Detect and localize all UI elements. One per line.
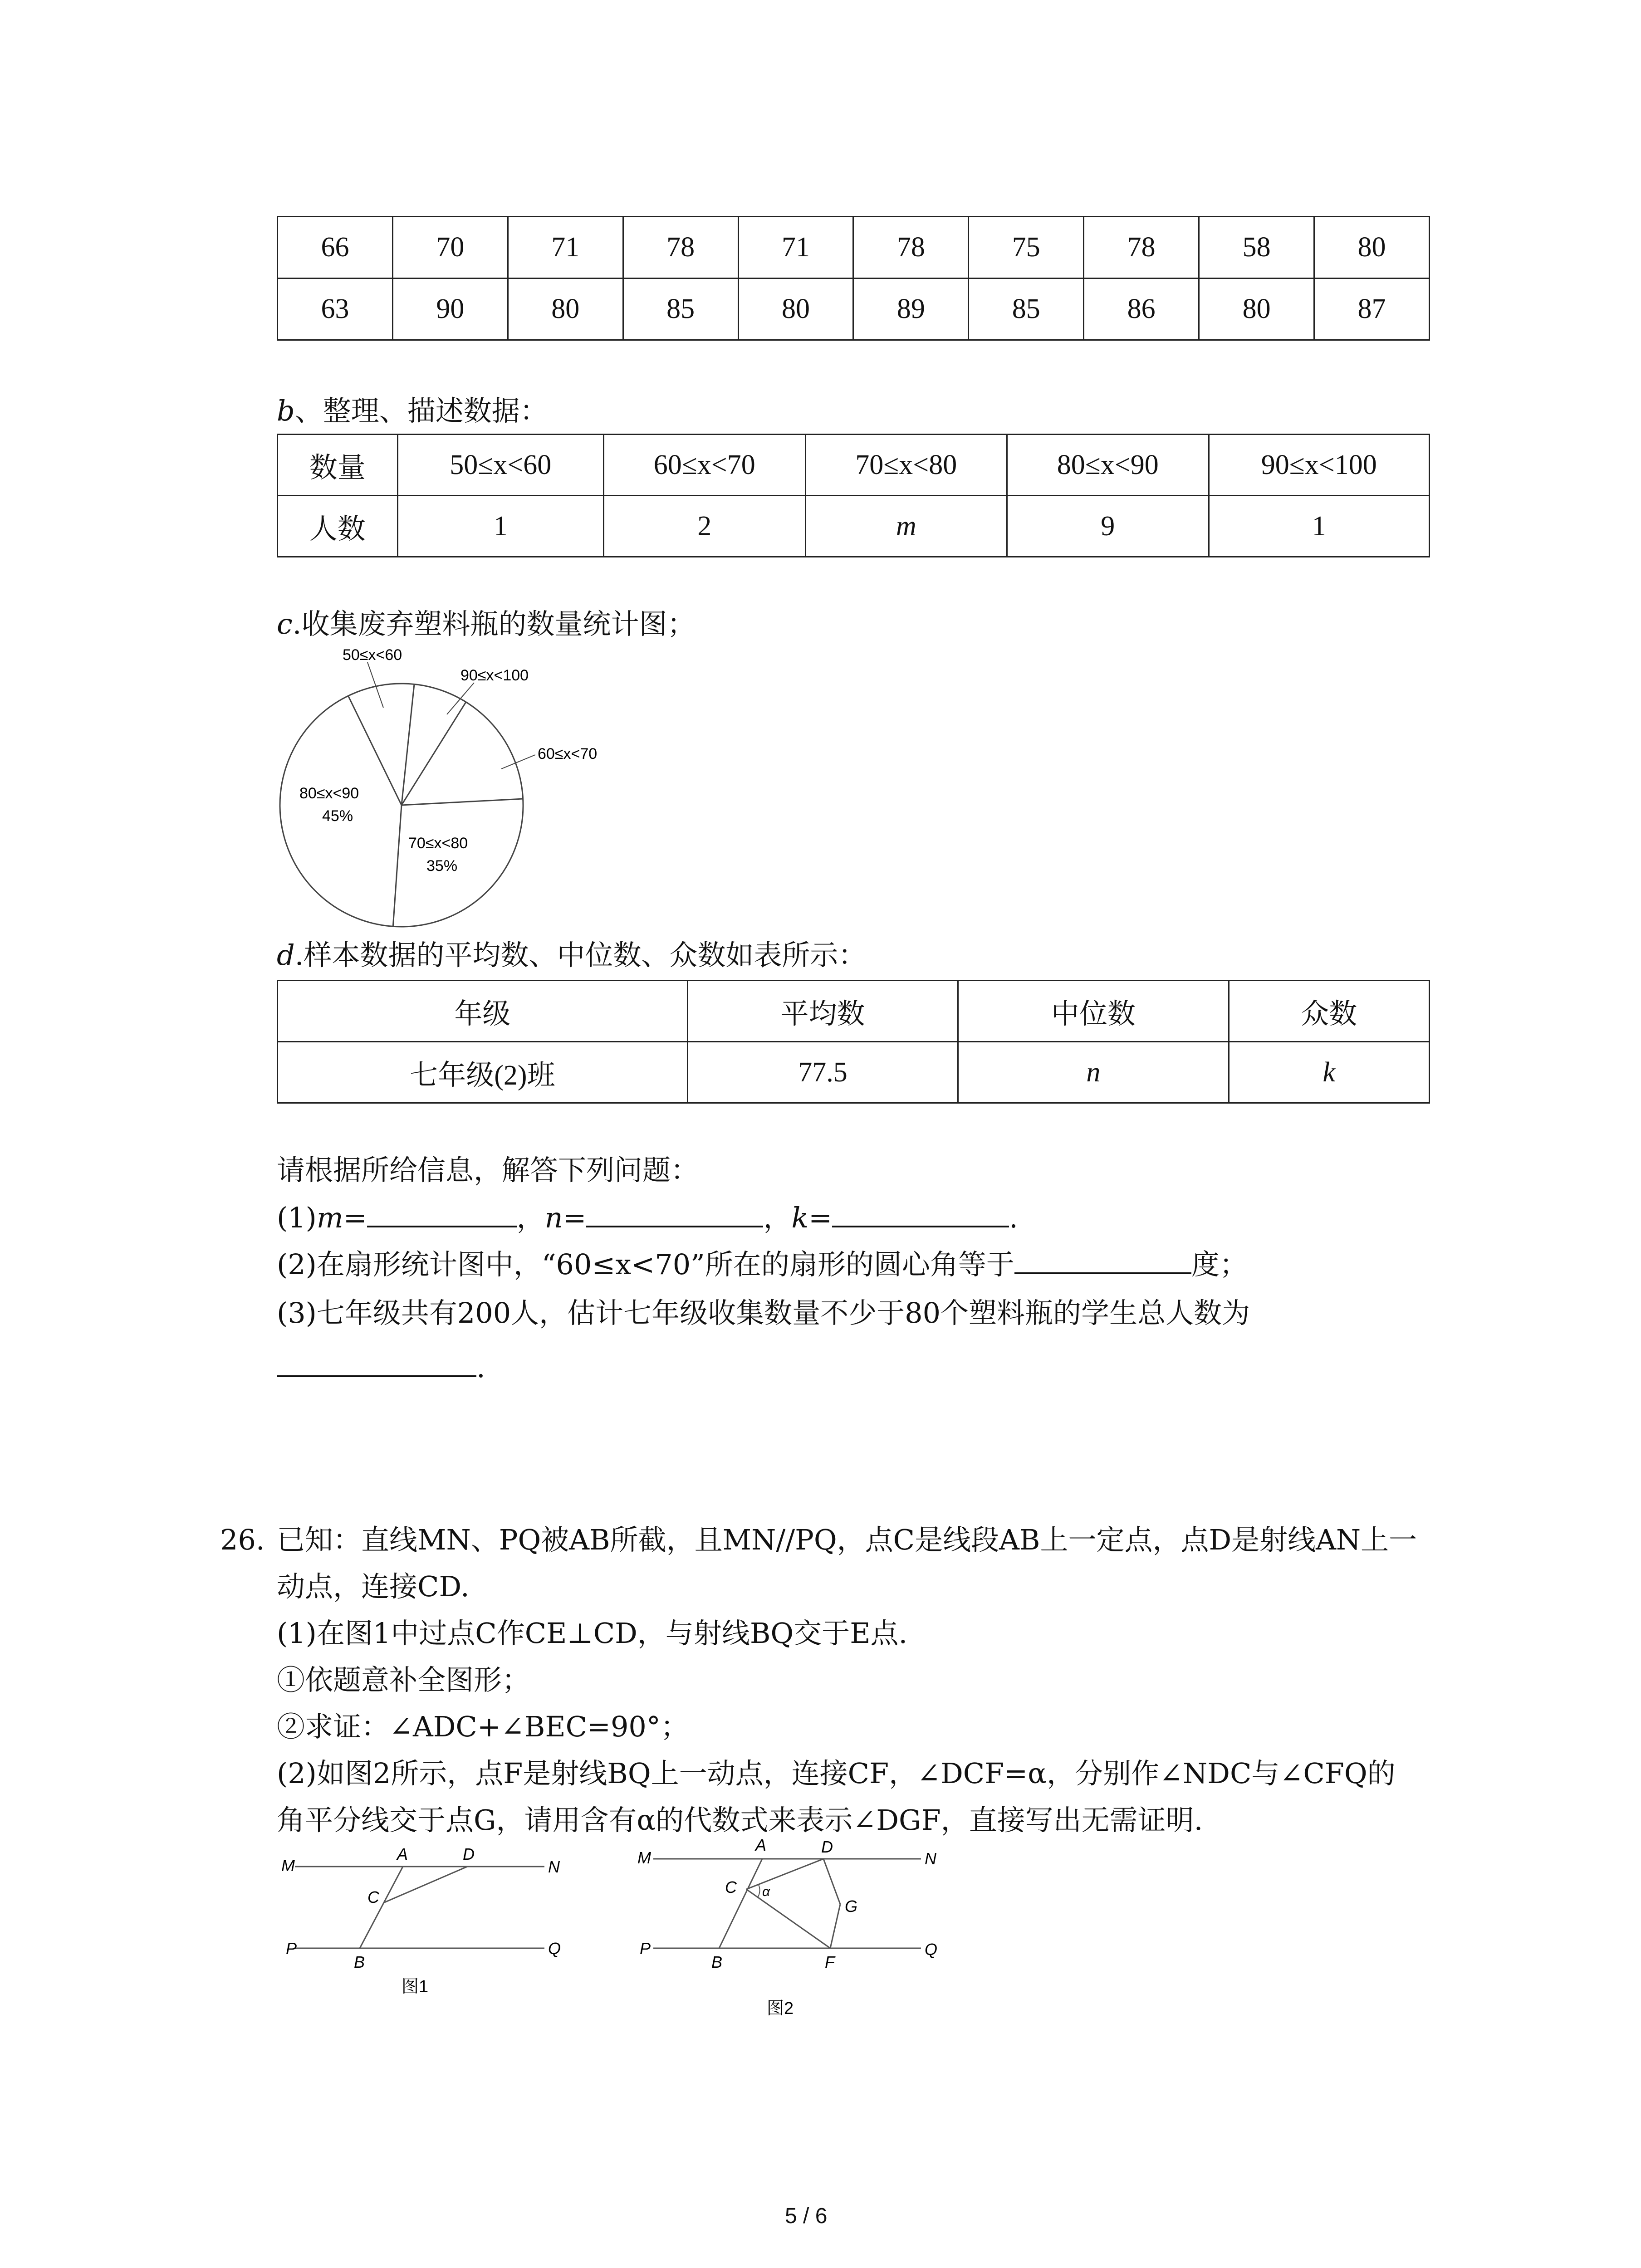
point-label-f: F <box>825 1953 835 1971</box>
angle-label-alpha: α <box>762 1884 770 1899</box>
figure-caption: 图2 <box>767 1999 794 2018</box>
point-label-a: A <box>755 1836 767 1854</box>
table-cell: 78 <box>623 217 738 279</box>
table-cell: 80 <box>738 279 853 340</box>
table-cell: 80 <box>508 279 623 340</box>
segment-gf <box>830 1904 840 1948</box>
pie-label-60-70: 60≤x<70 <box>538 745 598 763</box>
table-cell: 75 <box>969 217 1084 279</box>
point-label-q: Q <box>548 1939 561 1958</box>
figure-2 <box>635 1833 962 2041</box>
table-cell: 86 <box>1084 279 1199 340</box>
segment-ab <box>360 1867 403 1948</box>
table-cell: 2 <box>604 496 806 557</box>
figure-1 <box>277 1842 603 2032</box>
point-label-m: M <box>637 1848 651 1867</box>
pie-slice-boundary <box>402 799 523 805</box>
point-label-g: G <box>845 1897 858 1916</box>
variable-k: k= <box>791 1201 833 1234</box>
problem-number: 26. <box>220 1523 265 1556</box>
pie-label-80-90: 80≤x<90 <box>299 785 359 802</box>
segment-dg <box>823 1859 840 1904</box>
table-header-cell: 平均数 <box>687 981 958 1042</box>
problem-line: (2)如图2所示，点F是射线BQ上一动点，连接CF，∠DCF=α，分别作∠NDC与∠CFQ的 <box>277 1757 1396 1790</box>
table-header-cell: 70≤x<80 <box>805 435 1007 496</box>
table-cell: 人数 <box>278 496 398 557</box>
separator: ， <box>516 1201 545 1234</box>
pie-label-90-100: 90≤x<100 <box>460 667 529 684</box>
table-header-cell: 众数 <box>1229 981 1430 1042</box>
table-cell: 9 <box>1007 496 1209 557</box>
problem-line: (1)在图1中过点C作CE⊥CD，与射线BQ交于E点. <box>277 1617 908 1650</box>
table-cell: 77.5 <box>687 1042 958 1103</box>
answer-blank-n[interactable] <box>586 1200 763 1227</box>
answer-blank-m[interactable] <box>367 1200 517 1227</box>
question-1 <box>277 1200 1018 1237</box>
pie-leader-line <box>501 755 535 769</box>
section-b-label <box>277 393 548 430</box>
section-d-label <box>277 937 866 974</box>
table-cell: 80 <box>1314 217 1430 279</box>
table-cell: 66 <box>278 217 393 279</box>
table-cell: 80 <box>1199 279 1314 340</box>
question-end: 度； <box>1191 1248 1248 1281</box>
variable-n: n= <box>544 1201 587 1234</box>
table-cell: 71 <box>508 217 623 279</box>
section-c-label <box>277 606 695 643</box>
data-table-a <box>277 216 1430 341</box>
table-cell: 90 <box>392 279 508 340</box>
problem-line: ①依题意补全图形； <box>277 1663 530 1696</box>
table-cell: n <box>958 1042 1229 1103</box>
question-text: (2)在扇形统计图中，“60≤x<70”所在的扇形的圆心角等于 <box>277 1248 1014 1281</box>
segment-cf <box>746 1889 830 1948</box>
table-cell: 七年级(2)班 <box>278 1042 688 1103</box>
table-cell: m <box>805 496 1007 557</box>
section-text: 、整理、描述数据： <box>294 394 548 427</box>
statistics-table <box>277 980 1430 1104</box>
point-label-d: D <box>821 1838 833 1856</box>
point-label-b: B <box>711 1953 723 1971</box>
question-end: . <box>1009 1201 1018 1234</box>
table-cell: 89 <box>853 279 969 340</box>
pie-slice-lines <box>348 684 523 927</box>
table-header-cell: 中位数 <box>958 981 1229 1042</box>
table-cell: 63 <box>278 279 393 340</box>
problem-line: ②求证：∠ADC+∠BEC=90°； <box>277 1710 689 1743</box>
table-header-cell: 90≤x<100 <box>1209 435 1430 496</box>
frequency-table <box>277 434 1430 557</box>
variable-m: m= <box>316 1201 367 1234</box>
section-text: .样本数据的平均数、中位数、众数如表所示： <box>294 938 867 972</box>
separator: ， <box>763 1201 792 1234</box>
table-header-cell: 80≤x<90 <box>1007 435 1209 496</box>
table-cell: 87 <box>1314 279 1430 340</box>
table-header-cell: 50≤x<60 <box>397 435 603 496</box>
answer-blank-k[interactable] <box>832 1200 1009 1227</box>
table-cell: 1 <box>397 496 603 557</box>
point-label-p: P <box>286 1939 297 1958</box>
section-text: .收集废弃塑料瓶的数量统计图； <box>292 607 696 640</box>
angle-arc <box>758 1885 760 1897</box>
point-label-p: P <box>640 1939 651 1958</box>
figure-caption: 图1 <box>402 1977 429 1996</box>
answer-blank-angle[interactable] <box>1014 1247 1191 1274</box>
pie-label-70-80: 70≤x<80 <box>408 835 468 852</box>
answer-blank-count[interactable] <box>277 1350 476 1377</box>
point-label-b: B <box>354 1953 365 1971</box>
section-letter: c <box>277 607 293 640</box>
table-header-cell: 年级 <box>278 981 688 1042</box>
problem-line: 角平分线交于点G，请用含有α的代数式来表示∠DGF，直接写出无需证明. <box>277 1804 1203 1837</box>
page-number: 5 / 6 <box>785 2204 828 2228</box>
section-letter: b <box>277 394 295 427</box>
question-3-answer <box>277 1349 485 1386</box>
point-label-d: D <box>463 1845 475 1863</box>
table-header-cell: 60≤x<70 <box>604 435 806 496</box>
point-label-m: M <box>281 1856 295 1875</box>
table-cell: 70 <box>392 217 508 279</box>
problem-line: 动点，连接CD. <box>277 1570 470 1603</box>
section-letter: d <box>277 938 295 972</box>
point-label-c: C <box>725 1878 737 1897</box>
table-cell: k <box>1229 1042 1430 1103</box>
point-label-n: N <box>925 1849 936 1868</box>
pie-percent-80-90: 45% <box>322 807 353 825</box>
point-label-a: A <box>397 1845 408 1863</box>
problem-line: 已知：直线MN、PQ被AB所截，且MN//PQ，点C是线段AB上一定点，点D是射线AN上一 <box>277 1523 1417 1556</box>
point-label-q: Q <box>925 1940 938 1959</box>
table-header-cell: 数量 <box>278 435 398 496</box>
question-number: (1) <box>277 1201 317 1234</box>
table-cell: 78 <box>853 217 969 279</box>
question-end: . <box>476 1351 485 1384</box>
question-3: (3)七年级共有200人，估计七年级收集数量不少于80个塑料瓶的学生总人数为 <box>277 1296 1250 1330</box>
table-cell: 78 <box>1084 217 1199 279</box>
pie-percent-70-80: 35% <box>426 857 458 875</box>
segment-ab <box>719 1859 762 1948</box>
point-label-n: N <box>548 1857 560 1876</box>
table-cell: 85 <box>623 279 738 340</box>
table-cell: 71 <box>738 217 853 279</box>
table-cell: 1 <box>1209 496 1430 557</box>
table-cell: 58 <box>1199 217 1314 279</box>
question-2 <box>277 1246 1248 1283</box>
segment-cd <box>383 1867 467 1903</box>
point-label-c: C <box>367 1888 379 1906</box>
questions-intro: 请根据所给信息，解答下列问题： <box>277 1154 699 1187</box>
segment-cd <box>746 1859 823 1889</box>
table-cell: 85 <box>969 279 1084 340</box>
pie-label-50-60: 50≤x<60 <box>343 646 402 664</box>
pie-chart <box>272 644 635 934</box>
pie-slice-boundary <box>393 805 402 926</box>
